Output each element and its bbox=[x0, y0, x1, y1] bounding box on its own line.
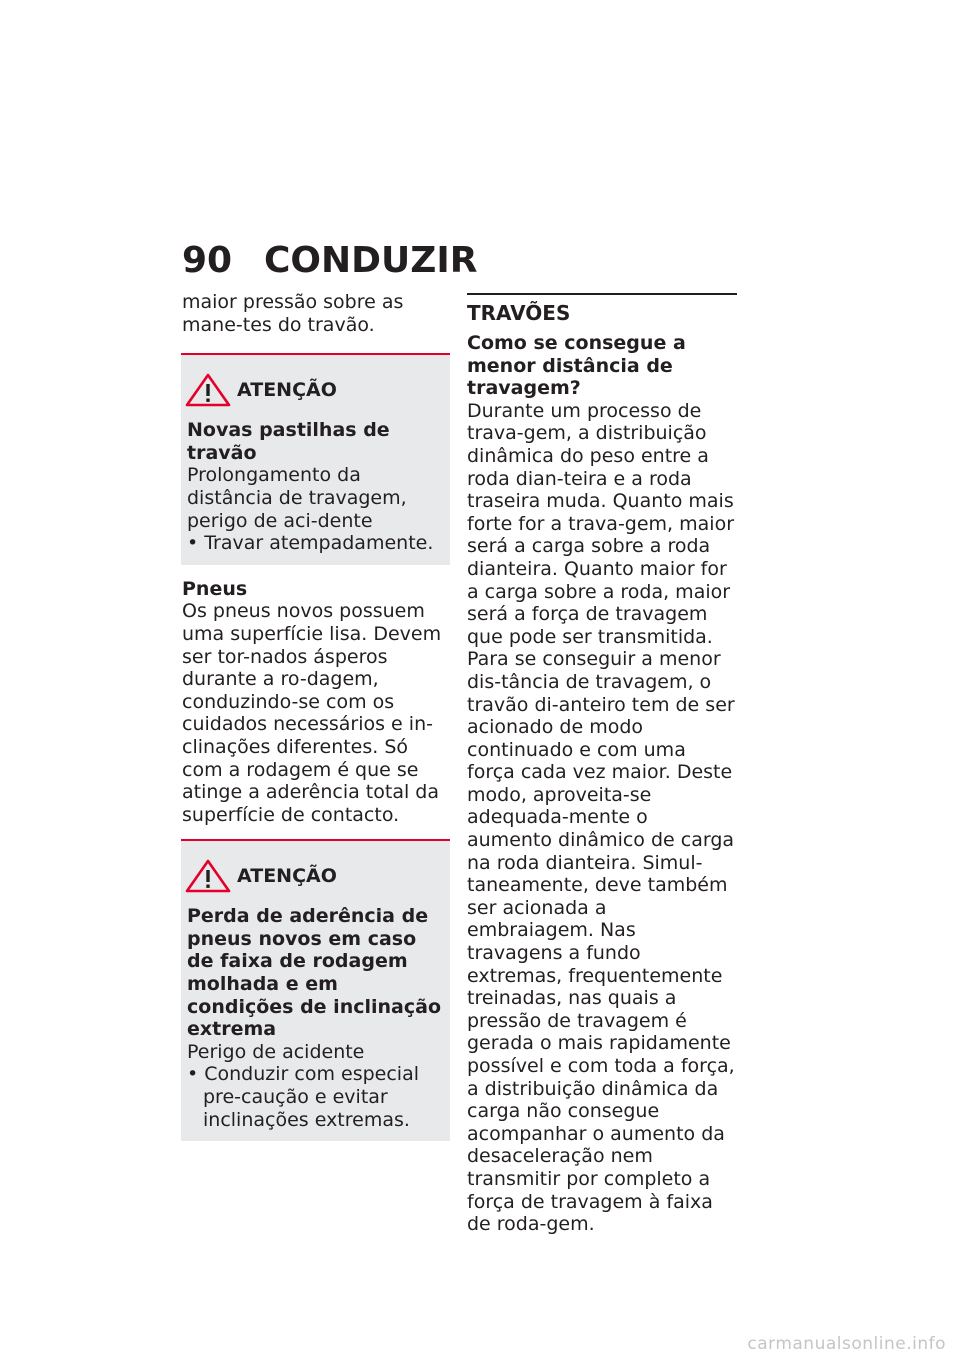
page-number: 90 bbox=[182, 240, 233, 281]
warning-triangle-icon bbox=[185, 373, 231, 407]
right-column bbox=[467, 293, 737, 1236]
warning-heading: Perda de aderência de pneus novos em caso de faixa de rodagem molhada e em condições de inclinação extrema bbox=[187, 905, 441, 1041]
warning-triangle-icon bbox=[185, 859, 231, 893]
question-heading: Como se consegue a menor distância de travagem? bbox=[467, 332, 686, 400]
warning-text: Prolongamento da distância de travagem, perigo de aci-dente bbox=[187, 464, 407, 532]
warning-header bbox=[187, 373, 442, 407]
paragraph-2: Para se conseguir a menor dis-tância de travagem, o travão di-anteiro tem de ser acionado de modo continuado e com uma força cada vez maior. Deste modo, aproveita-se adequada-mente o aumento dinâmico de carga na roda dianteira. Simul-taneamente, deve também ser acionada a embraiagem. Nas travagens a fundo extremas, frequentemente treinadas, nas quais a pressão de travagem é gerada o mais rapidamente possível e com toda a força, a distribuição dinâmica da carga não consegue acompanhar o aumento da desaceleração nem transmitir por completo a força de travagem à faixa de roda-gem. bbox=[467, 648, 735, 1236]
left-column bbox=[182, 291, 450, 1141]
paragraph-1: Durante um processo de trava-gem, a distribuição dinâmica do peso entre a roda dian-teira e a roda traseira muda. Quanto mais forte for a trava-gem, maior será a carga sobre a roda dianteira. Quanto maior for a carga sobre a roda, maior será a força de travagem que pode ser transmitida. bbox=[467, 399, 735, 648]
watermark: carmanualsonline.info bbox=[747, 1334, 946, 1354]
section-title: TRAVÕES bbox=[467, 301, 571, 325]
warning-heading: Novas pastilhas de travão bbox=[187, 419, 390, 464]
intro-text: maior pressão sobre as mane-tes do travão. bbox=[182, 291, 404, 336]
chapter-title: CONDUZIR bbox=[264, 240, 478, 281]
warning-label: ATENÇÃO bbox=[237, 378, 337, 401]
warning-bullet: • Travar atempadamente. bbox=[187, 532, 434, 555]
warning-bullet: • Conduzir com especial pre-caução e evitar inclinações extremas. bbox=[187, 1063, 419, 1131]
pneus-heading: Pneus bbox=[182, 577, 248, 600]
warning-label: ATENÇÃO bbox=[237, 864, 337, 887]
warning-header bbox=[187, 859, 442, 893]
warning-box-brake-pads bbox=[181, 353, 450, 565]
pneus-text: Os pneus novos possuem uma superfície lisa. Devem ser tor-nados ásperos durante a ro-dagem, conduzindo-se com os cuidados necessários e in-clinações diferentes. Só com a rodagem é que se atinge a aderência total da superfície de contacto. bbox=[182, 600, 442, 826]
section-rule bbox=[467, 293, 737, 327]
warning-text: Perigo de acidente bbox=[187, 1040, 365, 1063]
warning-box-tyres bbox=[181, 839, 450, 1141]
